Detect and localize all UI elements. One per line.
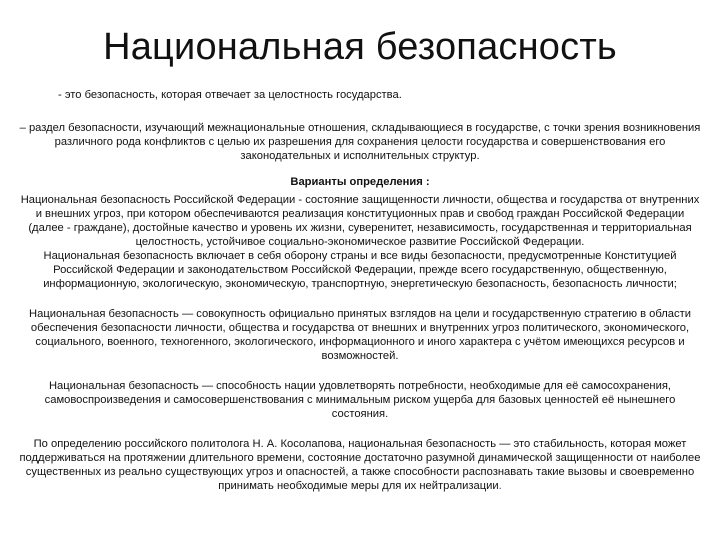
slide-body	[18, 88, 702, 509]
definition-paragraph: – раздел безопасности, изучающий межнациональные отношения, складывающиеся в государстве, с точки зрения возникновения различного рода конфликтов с целью их разрешения для сохранения целости государства и совершенствования его законодательных и исполнительных структур.	[19, 122, 701, 162]
variants-heading: Варианты определения :	[290, 176, 430, 188]
variant-4-trailing-mark: .	[498, 480, 502, 492]
variant-4-body: По определению российского политолога Н. А. Косолапова, национальная безопасность — это стабильность, которая может поддерживаться на протяжении длительного времени, состояние достаточно разумной динамической защищенности от наиболее существенных из реально существующих угроз и опасностей, а также способности распознавать такие вызовы и своевременно принимать необходимые меры для их нейтрализации	[19, 438, 701, 492]
page-title: Национальная безопасность	[103, 26, 617, 68]
variant-3-text: Национальная безопасность — способность нации удовлетворять потребности, необходимые для её самосохранения, самовоспроизведения и самосовершенствования с минимальным риском ущерба для базовых ценностей её нынешнего состояния.	[44, 380, 676, 420]
variant-4-text	[18, 437, 702, 493]
intro-line: - это безопасность, которая отвечает за целостность государства.	[58, 89, 402, 101]
variant-1-line-2: Национальная безопасность включает в себя оборону страны и все виды безопасности, предусмотренные Конституцией Российской Федерации и законодательством Российской Федерации, прежде всего государственную, общественную, информационную, экологическую, экономическую, транспортную, энергетическую безопасность, безопасность личности;	[43, 250, 677, 290]
variant-1	[18, 193, 702, 291]
variant-2-text: Национальная безопасность — совокупность официально принятых взглядов на цели и государственную стратегию в области обеспечения безопасности личности, общества и государства от внешних и внутренних угроз политического, экономического, социального, военного, техногенного, экологического, информационного и иного характера с учётом имеющихся ресурсов и возможностей.	[29, 308, 691, 362]
variant-1-line-1: Национальная безопасность Российской Федерации - состояние защищенности личности, общества и государства от внутренних и внешних угроз, при котором обеспечиваются реализация конституционных прав и свобод граждан Российской Федерации (далее - граждане), достойные качество и уровень их жизни, суверенитет, независимость, государственная и территориальная целостность, устойчивое социально-экономическое развитие Российской Федерации.	[20, 194, 700, 248]
variant-4	[18, 437, 702, 493]
variant-2	[18, 307, 702, 363]
variant-3	[18, 379, 702, 421]
